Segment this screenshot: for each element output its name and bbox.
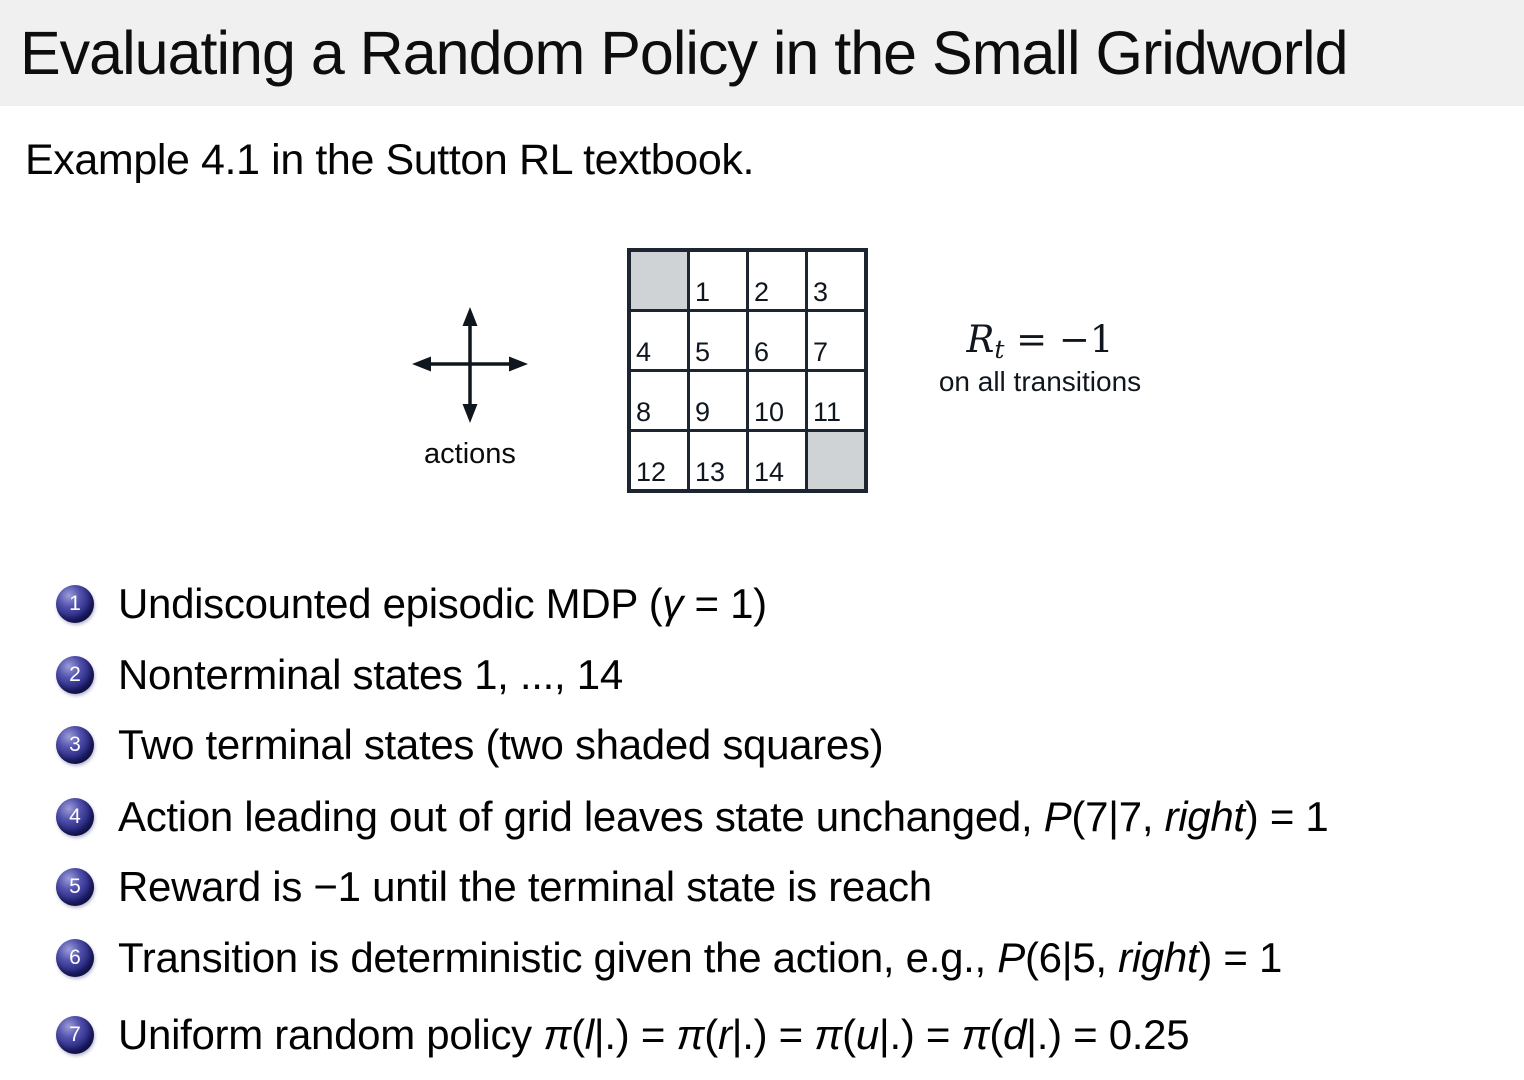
item-text <box>118 651 623 699</box>
cell-label: 5 <box>695 337 711 367</box>
subtitle: Example 4.1 in the Sutton RL textbook. <box>25 136 754 184</box>
cell-label: 11 <box>813 397 842 427</box>
item-text <box>118 793 1329 841</box>
item-text-segment: ( <box>842 1011 856 1058</box>
item-number-badge: 1 <box>56 585 94 623</box>
item-text-segment: Transition is deterministic given the action, e.g., <box>118 934 998 981</box>
item-number-badge: 4 <box>56 798 94 836</box>
item-text <box>118 1011 1189 1059</box>
item-text-segment: π <box>676 1011 705 1058</box>
item-text <box>118 580 767 628</box>
item-number-badge: 2 <box>56 656 94 694</box>
item-text-segment: |.) = <box>731 1011 815 1058</box>
reward-value: = −1 <box>1004 318 1114 361</box>
item-text-segment: ) = 1 <box>1244 793 1329 840</box>
item-text-segment: −1 <box>313 863 361 910</box>
reward-variable: R <box>966 318 995 361</box>
item-text-segment: l <box>584 1011 594 1058</box>
reward-subscript: t <box>994 335 1005 364</box>
cell-label: 8 <box>636 397 652 427</box>
item-text-segment: right <box>1164 793 1245 840</box>
item-text-segment: ( <box>704 1011 718 1058</box>
item-text <box>118 863 932 911</box>
item-text-segment: γ <box>662 580 684 627</box>
list-item <box>56 933 1282 983</box>
item-text-segment: π <box>961 1011 990 1058</box>
item-text-segment: |.) = 0.25 <box>1026 1011 1190 1058</box>
item-text-segment: Nonterminal states <box>118 651 475 698</box>
item-text-segment: right <box>1118 934 1199 981</box>
item-text-segment: Action leading out of grid leaves state unchanged, <box>118 793 1044 840</box>
item-text-segment: 1, ..., 14 <box>474 651 623 698</box>
item-text-segment: π <box>543 1011 572 1058</box>
item-number-badge: 3 <box>56 726 94 764</box>
item-text-segment: u <box>855 1011 879 1058</box>
item-text-segment: |.) = <box>878 1011 962 1058</box>
item-number-badge: 7 <box>56 1016 94 1054</box>
item-text-segment: π <box>814 1011 843 1058</box>
item-text-segment: ( <box>989 1011 1004 1058</box>
item-text-segment: Undiscounted episodic MDP <box>118 580 649 627</box>
list-item <box>56 1010 1189 1060</box>
item-text-segment: P <box>997 934 1025 981</box>
item-text-segment: d <box>1003 1011 1027 1058</box>
cell-label: 10 <box>754 397 785 427</box>
item-text-segment: Two terminal states (two shaded squares) <box>118 721 884 768</box>
item-text-segment: (7|7, <box>1071 793 1165 840</box>
cell-label: 2 <box>754 277 770 307</box>
list-item <box>56 792 1329 842</box>
cell-label: 4 <box>636 337 652 367</box>
item-text-segment: (6|5, <box>1024 934 1119 981</box>
page-title: Evaluating a Random Policy in the Small Gridworld <box>20 19 1348 87</box>
cell-label: 13 <box>695 457 726 487</box>
cell-label: 12 <box>636 457 667 487</box>
item-text-segment: ( <box>571 1011 585 1058</box>
item-text <box>118 721 883 769</box>
item-text-segment: ( <box>648 580 663 627</box>
item-text-segment: until the terminal state is reach <box>360 863 932 910</box>
cell-label: 1 <box>695 277 711 307</box>
item-text-segment: ) = 1 <box>1198 934 1283 981</box>
item-text-segment: r <box>717 1011 732 1058</box>
item-text-segment: P <box>1043 793 1072 840</box>
list-item <box>56 650 623 700</box>
actions-label: actions <box>424 438 516 470</box>
item-text-segment: = 1) <box>683 580 767 627</box>
cell-label: 7 <box>813 337 829 367</box>
item-text-segment: Uniform random policy <box>118 1011 544 1058</box>
item-text <box>118 934 1282 982</box>
cell-label: 3 <box>813 277 829 307</box>
list-item <box>56 862 932 912</box>
cell-label: 9 <box>695 397 711 427</box>
list-item <box>56 579 767 629</box>
reward-caption: on all transitions <box>938 366 1142 397</box>
item-text-segment: Reward is <box>118 863 314 910</box>
item-number-badge: 5 <box>56 868 94 906</box>
cell-label: 6 <box>754 337 770 367</box>
item-number-badge: 6 <box>56 939 94 977</box>
list-item <box>56 720 883 770</box>
item-text-segment: |.) = <box>593 1011 677 1058</box>
cell-label: 14 <box>754 457 785 487</box>
